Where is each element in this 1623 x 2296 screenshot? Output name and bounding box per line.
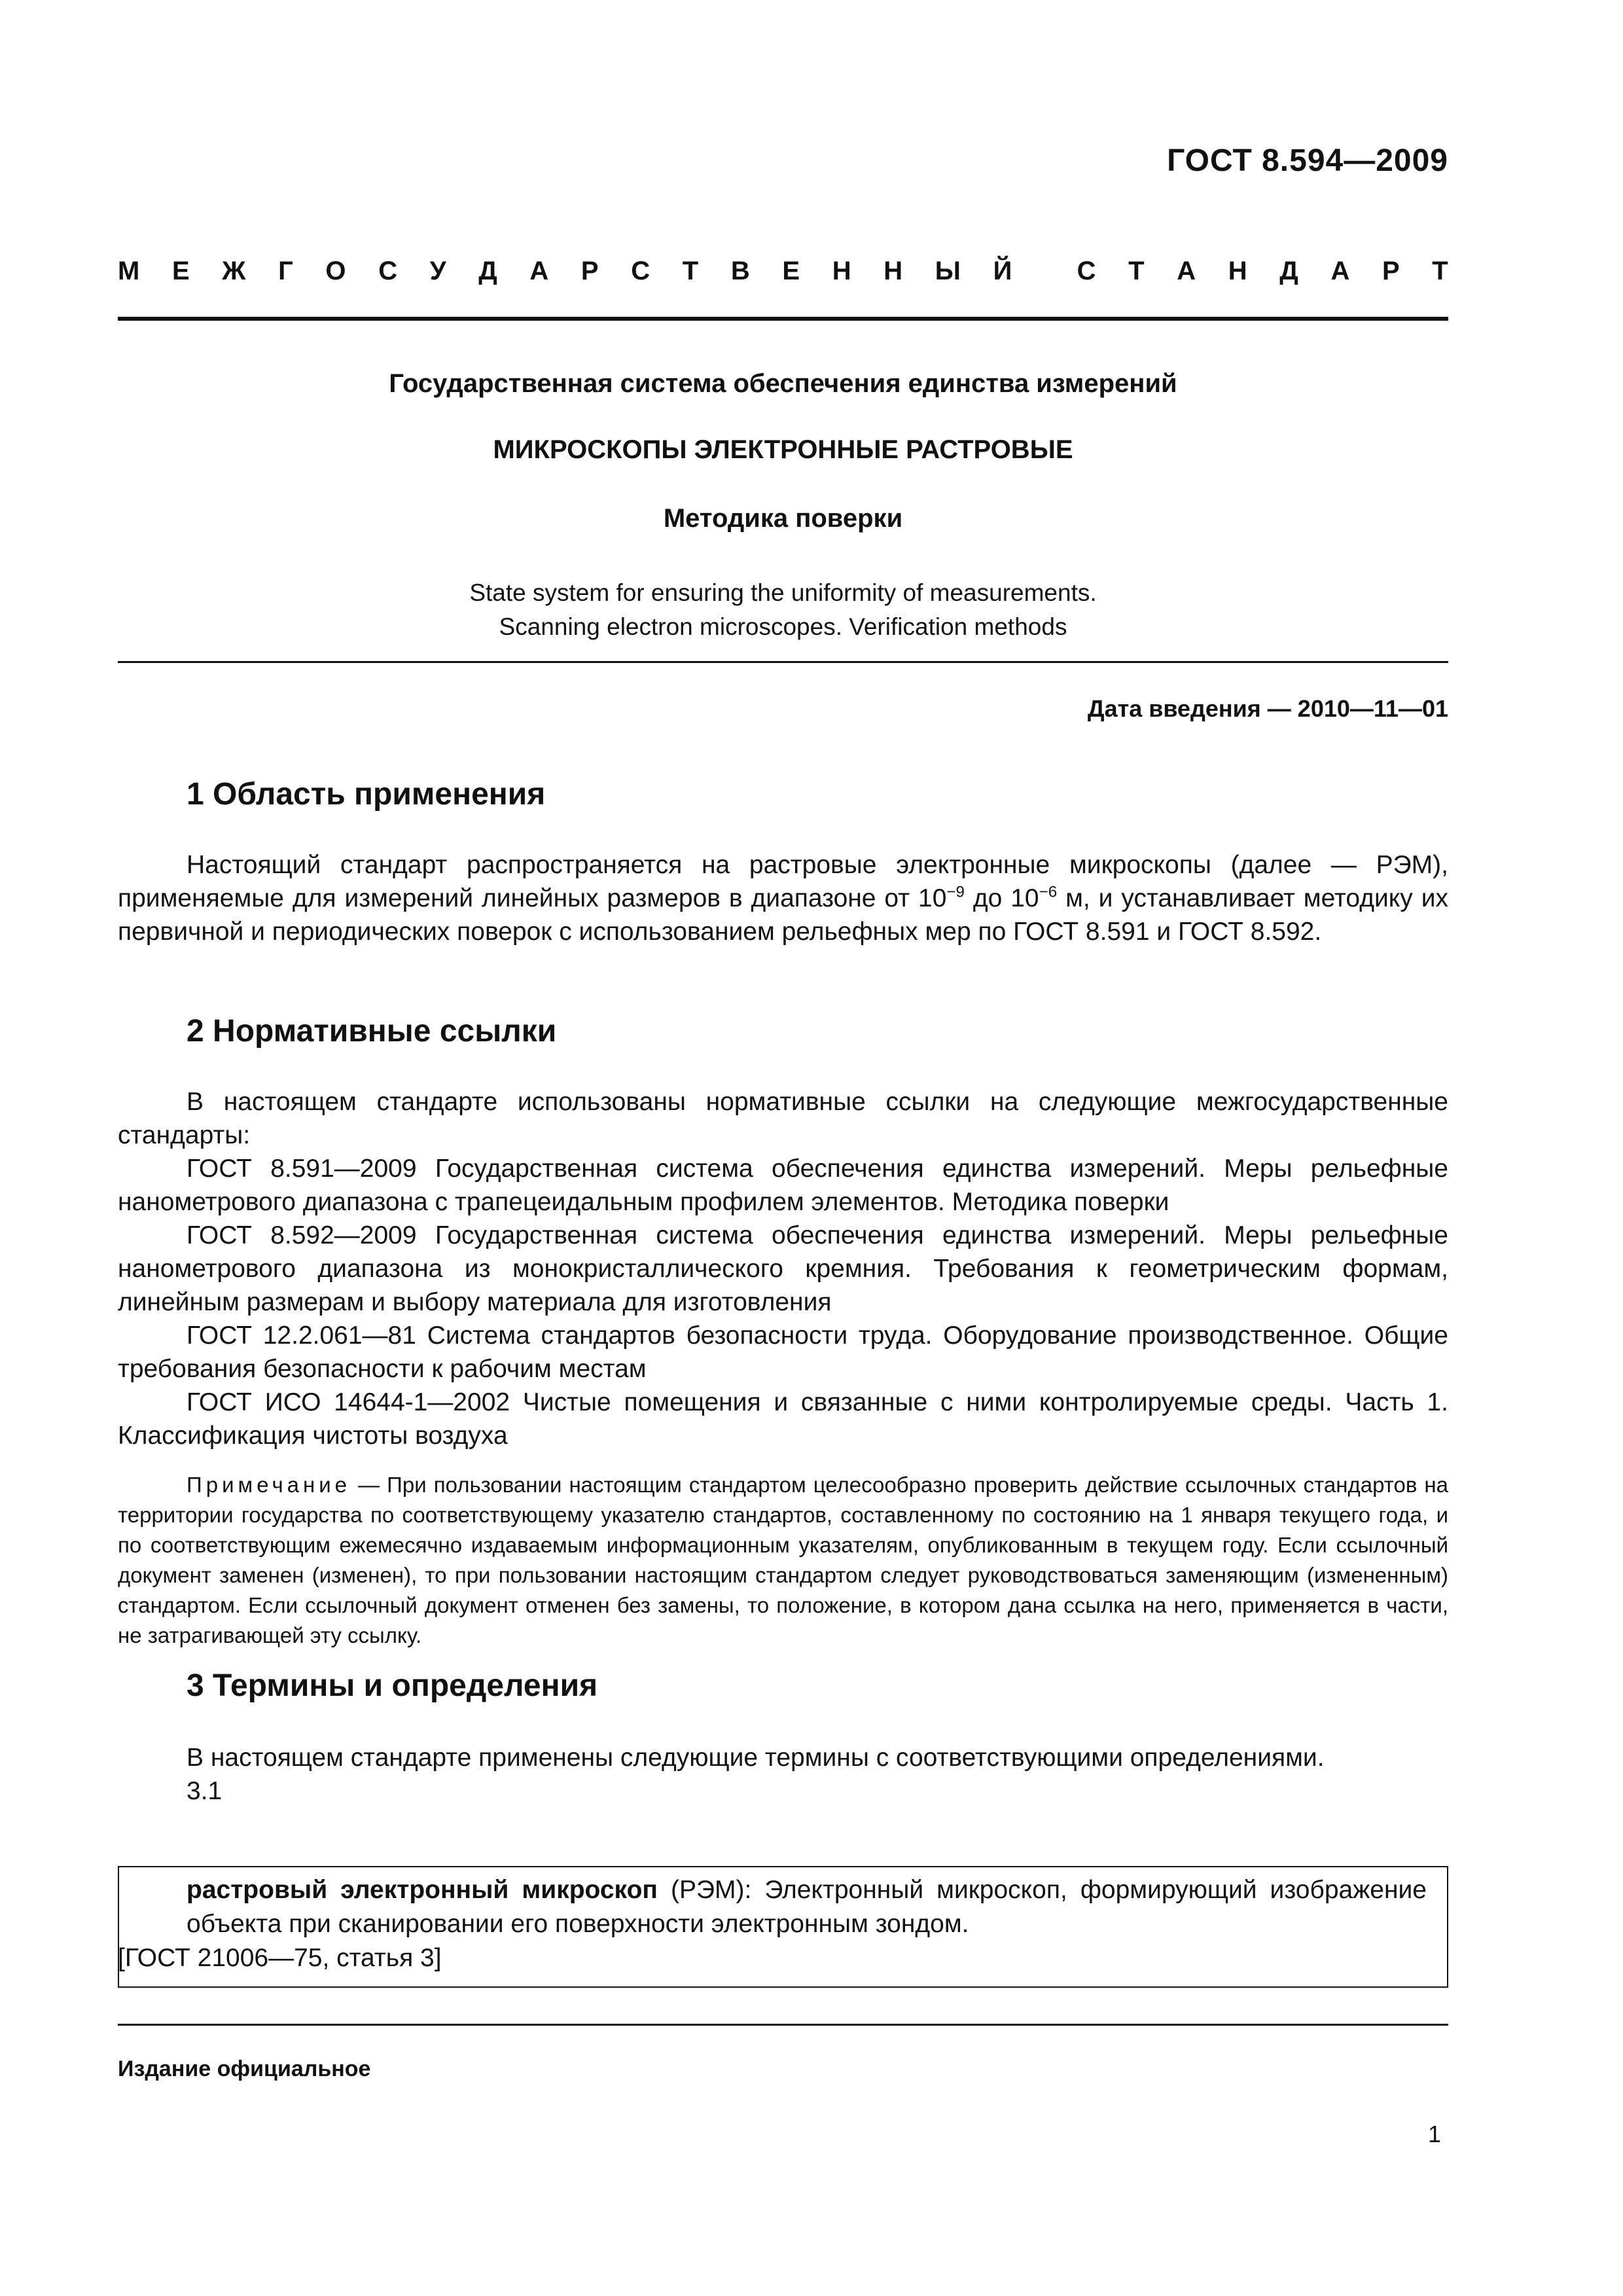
section-2-note: Примечание — При пользовании настоящим стандартом целесообразно проверить действие ссылочных стандартов на территории государства по соответствующему указателю стандартов, составленному по состоянию на 1 января текущего года, и по соответствующим ежемесячно издаваемым информационным указателям, опубликованным в текущем году. Если ссылочный документ заменен (изменен), то при пользовании настоящим стандартом следует руководствоваться заменяющим (измененным) стандартом. Если ссылочный документ отменен без замены, то положение, в котором дана ссылка на него, применяется в части, не затрагивающей эту ссылку. (118, 1473, 1448, 1647)
term-source: [ГОСТ 21006—75, статья 3] (118, 1944, 442, 1972)
banner-letter: Т (682, 257, 699, 285)
section-1-paragraph: Настоящий стандарт распространяется на растровые электронные микроскопы (далее — РЭМ), применяемые для измерений линейных размеров в диапазоне от $10^{-9}$ до $10^{-6}$ м, и устанавливает методику их первичной и периодических поверок с использованием рельефных мер по ГОСТ 8.591 и ГОСТ 8.592. (118, 851, 1449, 946)
note-label: Примечание (187, 1473, 351, 1497)
banner-letter: Н (883, 257, 903, 285)
document-number: ГОСТ 8.594—2009 (1167, 143, 1448, 178)
banner-letter: Е (782, 257, 800, 285)
banner-letter: А (1177, 257, 1196, 285)
banner-letter: Р (1382, 257, 1400, 285)
section-2-heading: 2 Нормативные ссылки (187, 1014, 557, 1049)
banner-letter: Н (832, 257, 851, 285)
term: растровый электронный микроскоп (187, 1876, 658, 1904)
banner-letter: Г (278, 257, 293, 285)
banner-letter: Ж (222, 257, 246, 285)
banner-letter: А (1330, 257, 1350, 285)
normative-reference: ГОСТ 8.591—2009 Государственная система обеспечения единства измерений. Меры рельефные нанометрового диапазона с трапецеидальным профилем элементов. Методика поверки (118, 1155, 1448, 1216)
banner-letter: В (730, 257, 750, 285)
term-number: 3.1 (187, 1777, 223, 1805)
method-title: Методика поверки (663, 504, 903, 533)
banner-letter: Д (478, 257, 497, 285)
english-title (118, 576, 1448, 644)
banner-letter: М (118, 257, 140, 285)
banner-letter: Н (1228, 257, 1247, 285)
header-rule (118, 317, 1448, 321)
section-1-heading: 1 Область применения (187, 777, 546, 812)
banner-letter: Й (993, 257, 1012, 285)
banner-letter: Д (1279, 257, 1298, 285)
term-definition: растровый электронный микроскоп (РЭМ): Электронный микроскоп, формирующий изображение объекта при сканировании его поверхности электронным зондом. [ГОСТ 21006—75, статья 3] (118, 1873, 1427, 1975)
system-title: Государственная система обеспечения единства измерений (389, 369, 1177, 398)
banner-letter: С (631, 257, 651, 285)
normative-reference: ГОСТ 8.592—2009 Государственная система обеспечения единства измерений. Меры рельефные нанометрового диапазона из монокристаллического кремния. Требования к геометрическим формам, линейным размерам и выбору материала для изготовления (118, 1221, 1448, 1316)
interstate-standard-banner (118, 257, 1448, 286)
title-rule (118, 661, 1448, 663)
subject-title: МИКРОСКОПЫ ЭЛЕКТРОННЫЕ РАСТРОВЫЕ (493, 435, 1073, 464)
banner-letter: С (1077, 257, 1096, 285)
section-3-heading: 3 Термины и определения (187, 1668, 598, 1703)
banner-letter: Е (171, 257, 190, 285)
page-number: 1 (1427, 2121, 1441, 2147)
banner-letter: Т (1432, 257, 1448, 285)
normative-reference: ГОСТ ИСО 14644-1—2002 Чистые помещения и связанные с ними контролируемые среды. Часть 1. Классификация чистоты воздуха (118, 1388, 1448, 1450)
official-edition-label: Издание официальное (118, 2056, 371, 2081)
english-title-line-1: State system for ensuring the uniformity of measurements. (469, 579, 1097, 606)
banner-letter: Ы (935, 257, 961, 285)
banner-letter: О (325, 257, 346, 285)
section-2-body (118, 1085, 1448, 1452)
introduction-date: Дата введения — 2010—11—01 (1087, 695, 1448, 722)
section-2-intro: В настоящем стандарте использованы нормативные ссылки на следующие межгосударственные стандарты: (118, 1088, 1448, 1149)
section-3-intro: В настоящем стандарте применены следующие термины с соответствующими определениями. 3.1 (118, 1741, 1448, 1808)
english-title-line-2: Scanning electron microscopes. Verification methods (499, 613, 1067, 640)
banner-letter: Р (580, 257, 599, 285)
banner-letter: У (429, 257, 446, 285)
normative-reference: ГОСТ 12.2.061—81 Система стандартов безопасности труда. Оборудование производственное. Общие требования безопасности к рабочим местам (118, 1321, 1448, 1383)
banner-letter: Т (1128, 257, 1145, 285)
footer-rule (118, 2024, 1448, 2026)
banner-letter: С (378, 257, 398, 285)
banner-letter: А (529, 257, 549, 285)
